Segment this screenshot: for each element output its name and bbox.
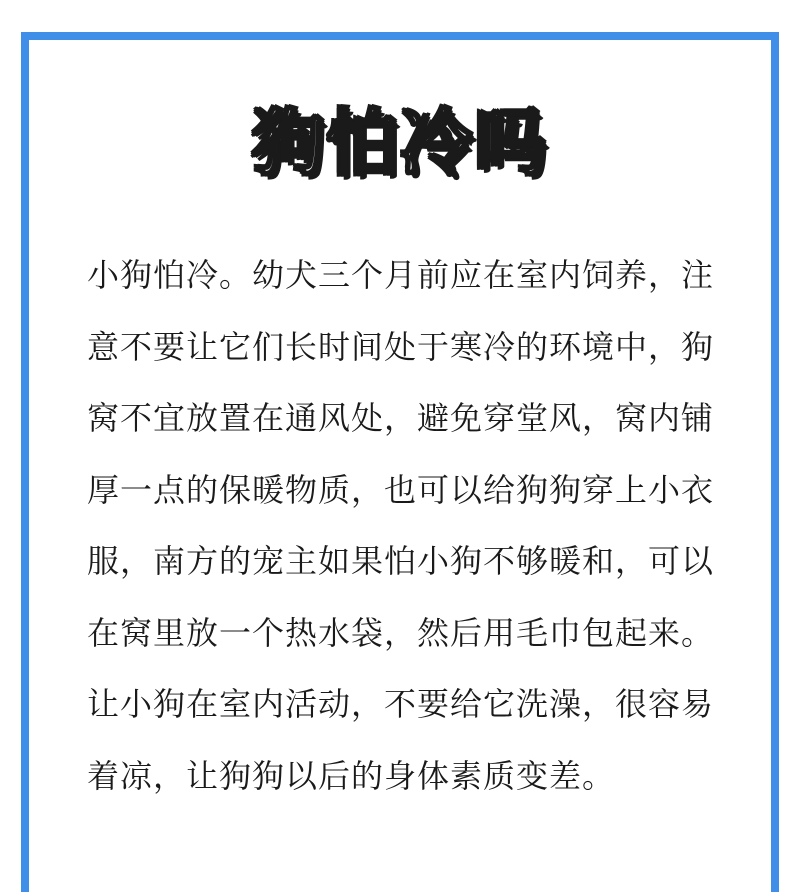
article-title: 狗怕冷吗	[251, 101, 548, 185]
article-card	[21, 32, 779, 892]
article-body: 小狗怕冷。幼犬三个月前应在室内饲养，注意不要让它们长时间处于寒冷的环境中，狗窝不宜放置在通风处，避免穿堂风，窝内铺厚一点的保暖物质，也可以给狗狗穿上小衣服，南方的宠主如果怕小狗不够暖和，可以在窝里放一个热水袋，然后用毛巾包起来。让小狗在室内活动，不要给它洗澡，很容易着凉，让狗狗以后的身体素质变差。	[87, 256, 715, 795]
